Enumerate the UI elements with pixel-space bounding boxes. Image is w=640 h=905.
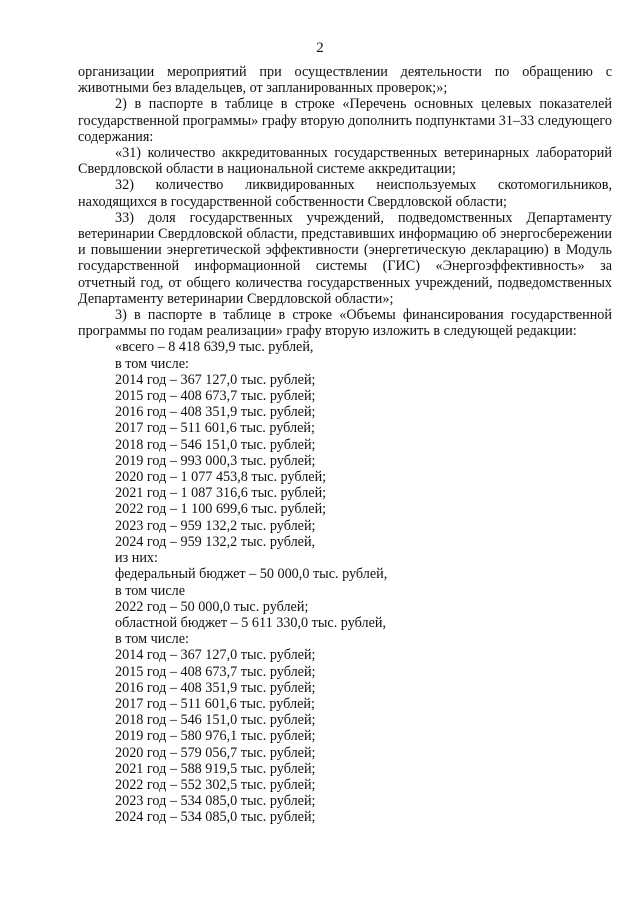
list-line: в том числе — [115, 582, 186, 599]
list-line: 2022 год – 552 302,5 тыс. рублей; — [115, 776, 316, 793]
list-line: областной бюджет – 5 611 330,0 тыс. рублей, — [115, 614, 387, 631]
list-line: 2024 год – 959 132,2 тыс. рублей, — [115, 533, 316, 550]
list-line: 2024 год – 534 085,0 тыс. рублей; — [115, 809, 316, 826]
list-line: 2014 год – 367 127,0 тыс. рублей; — [115, 371, 316, 388]
list-line: 2020 год – 579 056,7 тыс. рублей; — [115, 744, 316, 761]
funding-list — [78, 339, 612, 825]
list-line: 2018 год – 546 151,0 тыс. рублей; — [115, 436, 316, 453]
list-line: из них: — [115, 550, 158, 567]
paragraph-item-2: 2) в паспорте в таблице в строке «Перечень основных целевых показателей государственной программы» графу вторую дополнить подпунктами 31–33 следующего содержания: — [78, 96, 612, 145]
paragraph-subitem-32: 32) количество ликвидированных неиспользуемых скотомогильников, находящихся в государственной собственности Свердловской области; — [78, 177, 612, 210]
list-line: в том числе: — [115, 355, 189, 372]
document-body — [78, 64, 612, 826]
list-line: 2019 год – 580 976,1 тыс. рублей; — [115, 728, 316, 745]
list-line: 2023 год – 534 085,0 тыс. рублей; — [115, 793, 316, 810]
list-line: в том числе: — [115, 631, 189, 648]
list-line: «всего – 8 418 639,9 тыс. рублей, — [115, 339, 314, 356]
list-line: 2022 год – 1 100 699,6 тыс. рублей; — [115, 501, 327, 518]
list-line: 2015 год – 408 673,7 тыс. рублей; — [115, 388, 316, 405]
page-number: 2 — [316, 40, 324, 56]
paragraph-subitem-31: «31) количество аккредитованных государственных ветеринарных лабораторий Свердловской области в национальной системе аккредитации; — [78, 145, 612, 178]
list-line: 2018 год – 546 151,0 тыс. рублей; — [115, 712, 316, 729]
paragraph-item-3: 3) в паспорте в таблице в строке «Объемы финансирования государственной программы по годам реализации» графу вторую изложить в следующей редакции: — [78, 307, 612, 340]
list-line: 2019 год – 993 000,3 тыс. рублей; — [115, 452, 316, 469]
list-line: 2022 год – 50 000,0 тыс. рублей; — [115, 598, 309, 615]
list-line: 2016 год – 408 351,9 тыс. рублей; — [115, 404, 316, 421]
list-line: 2023 год – 959 132,2 тыс. рублей; — [115, 517, 316, 534]
list-line: 2017 год – 511 601,6 тыс. рублей; — [115, 695, 315, 712]
list-line: 2021 год – 588 919,5 тыс. рублей; — [115, 760, 316, 777]
list-line: 2015 год – 408 673,7 тыс. рублей; — [115, 663, 316, 680]
list-line: 2016 год – 408 351,9 тыс. рублей; — [115, 679, 316, 696]
list-line: 2020 год – 1 077 453,8 тыс. рублей; — [115, 469, 327, 486]
list-line: федеральный бюджет – 50 000,0 тыс. рублей, — [115, 566, 388, 583]
list-line: 2021 год – 1 087 316,6 тыс. рублей; — [115, 485, 327, 502]
paragraph-subitem-33: 33) доля государственных учреждений, подведомственных Департаменту ветеринарии Свердловской области, представивших информацию об энергосбережении и повышении энергетической эффективности (энергетическую декларацию) в Модуль государственной информационной системы (ГИС) «Энергоэффективность» за отчетный год, от общего количества государственных учреждений, подведомственных Департаменту ветеринарии Свердловской области»; — [78, 209, 612, 307]
paragraph-continuation: организации мероприятий при осуществлении деятельности по обращению с животными без владельцев, от запланированных проверок;»; — [78, 64, 612, 97]
list-line: 2014 год – 367 127,0 тыс. рублей; — [115, 647, 316, 664]
list-line: 2017 год – 511 601,6 тыс. рублей; — [115, 420, 315, 437]
